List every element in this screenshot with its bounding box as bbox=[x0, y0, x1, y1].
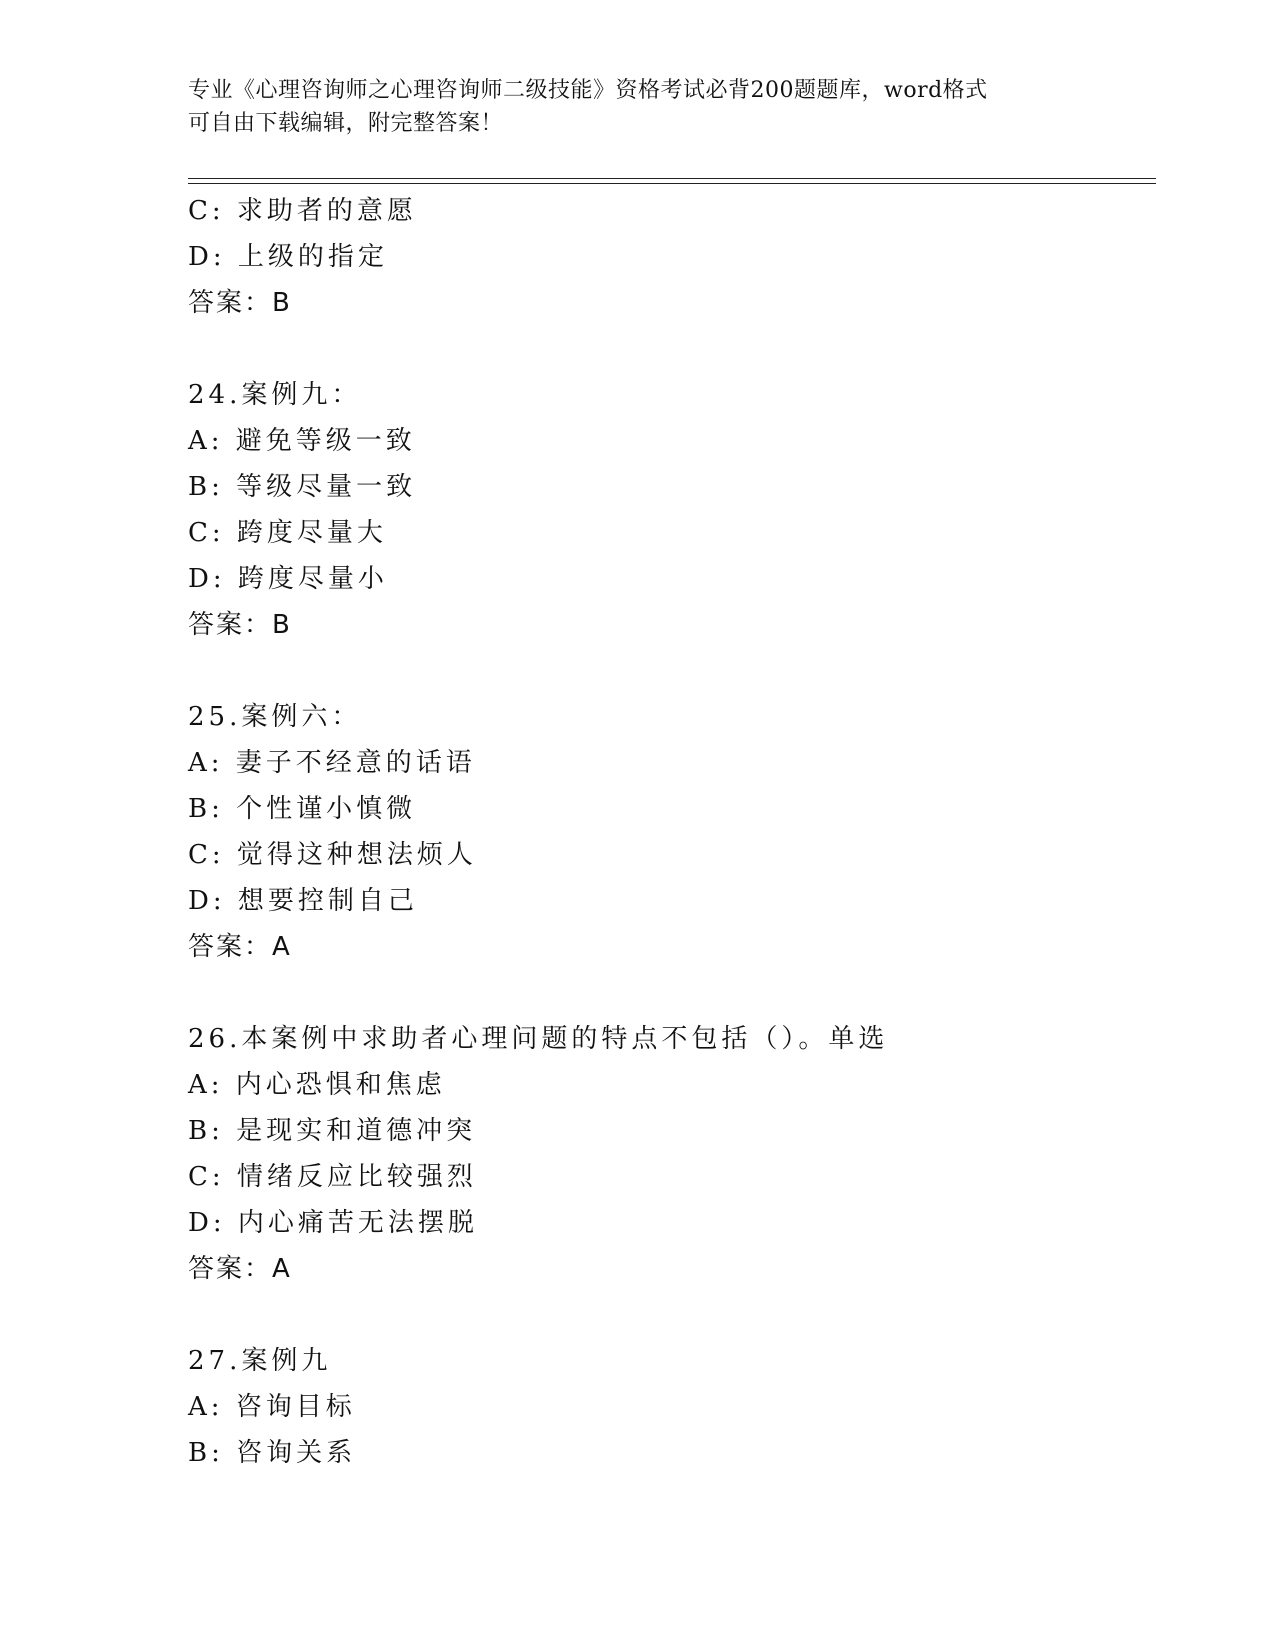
document-header bbox=[188, 74, 1088, 140]
answer: 答案：A bbox=[188, 1254, 292, 1284]
header-divider-top bbox=[188, 178, 1156, 179]
option-c: C: 情绪反应比较强烈 bbox=[188, 1162, 477, 1192]
answer: 答案：A bbox=[188, 932, 292, 962]
question-title: 27.案例九 bbox=[188, 1346, 332, 1376]
question-24 bbox=[188, 372, 1148, 648]
option-a: A: 避免等级一致 bbox=[188, 426, 416, 456]
option-a: A: 咨询目标 bbox=[188, 1392, 356, 1422]
question-title: 25.案例六： bbox=[188, 702, 362, 732]
header-line-2: 可自由下载编辑，附完整答案！ bbox=[188, 111, 504, 136]
spacer bbox=[188, 1292, 1148, 1338]
header-divider-bottom bbox=[188, 183, 1156, 184]
option-a: A: 内心恐惧和焦虑 bbox=[188, 1070, 446, 1100]
option-c: C: 跨度尽量大 bbox=[188, 518, 387, 548]
option-c: C: 求助者的意愿 bbox=[188, 196, 417, 226]
option-b: B: 等级尽量一致 bbox=[188, 472, 417, 502]
question-26 bbox=[188, 1016, 1148, 1292]
option-b: B: 个性谨小慎微 bbox=[188, 794, 417, 824]
question-23-continued bbox=[188, 188, 1148, 326]
question-27 bbox=[188, 1338, 1148, 1476]
spacer bbox=[188, 970, 1148, 1016]
option-b: B: 是现实和道德冲突 bbox=[188, 1116, 477, 1146]
spacer bbox=[188, 326, 1148, 372]
question-title: 26.本案例中求助者心理问题的特点不包括（）。单选 bbox=[188, 1024, 889, 1054]
question-title: 24.案例九： bbox=[188, 380, 362, 410]
answer: 答案：B bbox=[188, 610, 292, 640]
option-b: B: 咨询关系 bbox=[188, 1438, 357, 1468]
option-d: D: 上级的指定 bbox=[188, 242, 388, 272]
option-d: D: 跨度尽量小 bbox=[188, 564, 388, 594]
option-d: D: 内心痛苦无法摆脱 bbox=[188, 1208, 478, 1238]
option-a: A: 妻子不经意的话语 bbox=[188, 748, 476, 778]
spacer bbox=[188, 648, 1148, 694]
option-d: D: 想要控制自己 bbox=[188, 886, 418, 916]
header-line-1: 专业《心理咨询师之心理咨询师二级技能》资格考试必背200题题库，word格式 bbox=[188, 78, 988, 103]
option-c: C: 觉得这种想法烦人 bbox=[188, 840, 477, 870]
question-25 bbox=[188, 694, 1148, 970]
answer: 答案：B bbox=[188, 288, 292, 318]
question-list bbox=[188, 188, 1148, 1476]
